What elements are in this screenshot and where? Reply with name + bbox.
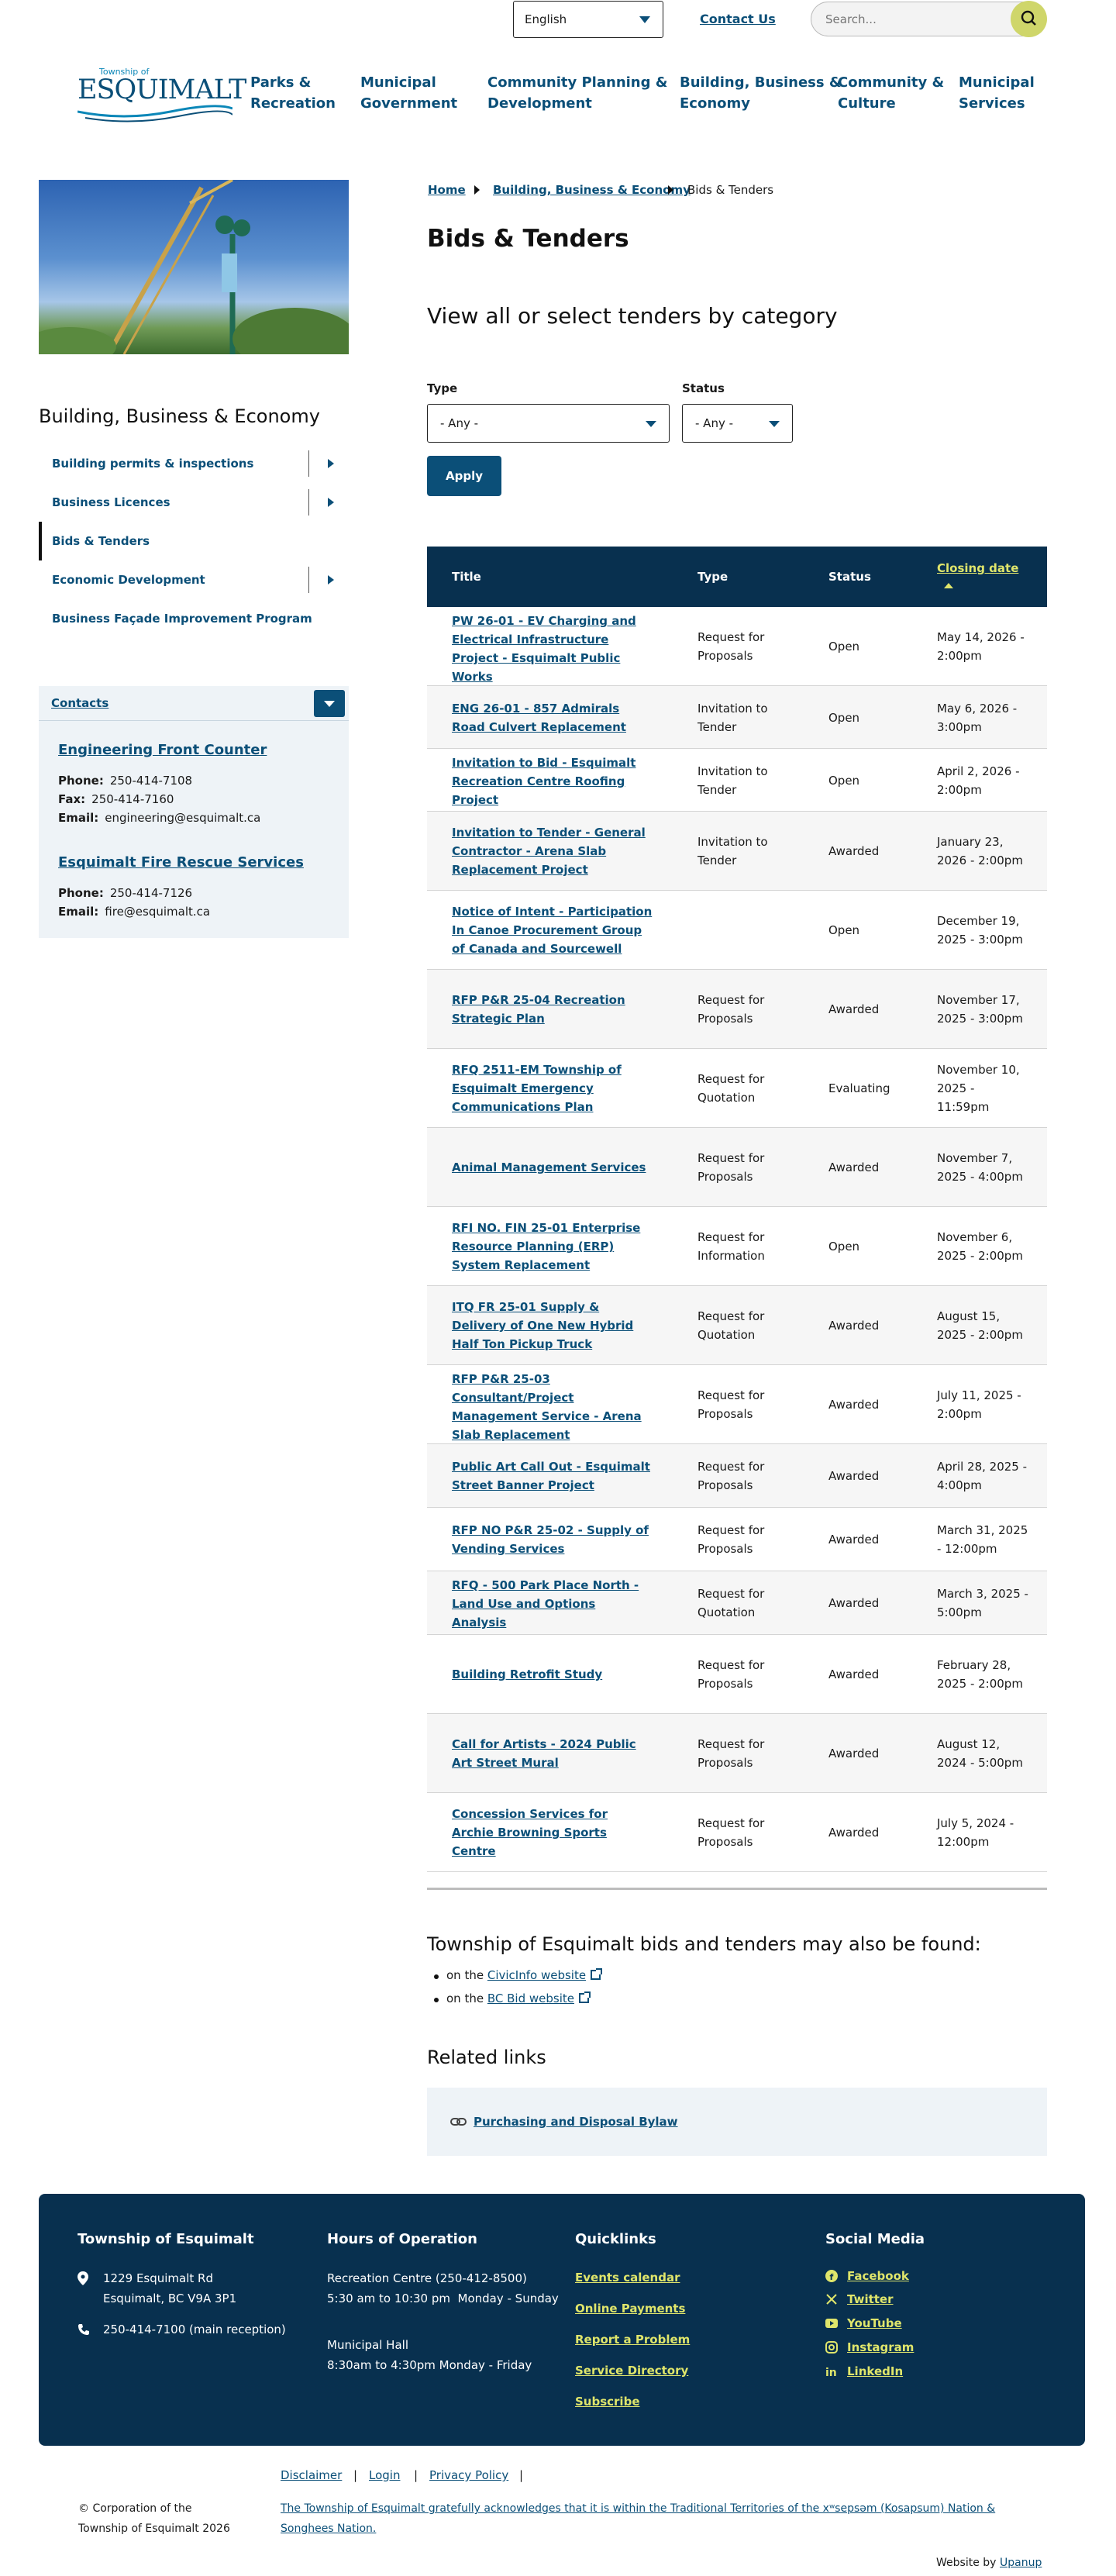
sidebar-item-label: Building permits & inspections [52,457,254,471]
contact-phone [58,886,192,900]
chevron-right-icon [474,185,480,195]
nav-parks-recreation[interactable] [250,72,336,114]
sidebar-item-facade-program[interactable] [39,599,349,638]
quicklink-report-problem[interactable]: Report a Problem [575,2333,691,2347]
tender-title-link[interactable]: RFP P&R 25-04 Recreation Strategic Plan [452,993,625,1026]
tender-type: Invitation to Tender [698,701,768,734]
svg-text:f: f [829,2272,834,2282]
breadcrumb-section[interactable]: Building, Business & Economy [493,183,691,197]
facebook-icon [825,2270,838,2282]
list-item [434,1968,601,1982]
list-item [434,1991,589,2005]
crane-image [39,180,349,354]
tender-type: Request for Proposals [698,1523,765,1556]
site-footer [39,2194,1085,2446]
page-title: Bids & Tenders [427,225,629,253]
contact-fax [58,792,174,806]
tender-status: Open [828,923,860,937]
search-icon [1011,1,1047,37]
footer-hall-hours: 8:30am to 4:30pm Monday - Friday [327,2358,532,2372]
table-row [427,1793,1047,1872]
sidebar-item-label: Economic Development [52,573,205,587]
tender-closing-date: February 28, 2025 - 2:00pm [937,1658,1023,1691]
sidebar-item-label: Business Licences [52,495,170,509]
contacts-link[interactable]: Contacts [51,696,109,710]
agency-link[interactable]: Upanup [1000,2557,1042,2569]
tender-status: Awarded [828,1533,880,1547]
table-row [427,1365,1047,1444]
tender-closing-date: April 28, 2025 - 4:00pm [937,1460,1028,1492]
chevron-right-icon[interactable] [328,459,334,468]
tender-title-link[interactable]: RFQ 2511-EM Township of Esquimalt Emergency Communications Plan [452,1063,622,1114]
search-button[interactable] [1011,1,1047,37]
nav-building-business[interactable] [680,72,842,114]
tender-closing-date: March 31, 2025 - 12:00pm [937,1523,1028,1556]
tender-title-link[interactable]: Public Art Call Out - Esquimalt Street Banner Project [452,1460,650,1492]
table-header [427,547,1047,607]
tender-status: Open [828,640,860,653]
social-facebook[interactable]: Facebook [847,2269,909,2283]
tender-title-link[interactable]: Notice of Intent - Participation In Canoe Procurement Group of Canada and Sourcewell [452,905,653,956]
tender-title-link[interactable]: Building Retrofit Study [452,1667,603,1681]
chevron-right-icon [668,185,673,195]
chevron-right-icon[interactable] [328,498,334,507]
chevron-down-icon [639,16,650,23]
utility-bar [0,0,1116,40]
tender-title-link[interactable]: RFI NO. FIN 25-01 Enterprise Resource Planning (ERP) System Replacement [452,1221,641,1272]
tender-closing-date: May 6, 2026 - 3:00pm [937,701,1018,734]
apply-button[interactable]: Apply [427,456,501,496]
purchasing-bylaw-link[interactable]: Purchasing and Disposal Bylaw [474,2115,678,2129]
table-row [427,1508,1047,1571]
tender-closing-date: July 11, 2025 - 2:00pm [937,1388,1021,1421]
tender-type: Request for Proposals [698,1737,765,1770]
bcbid-link[interactable]: BC Bid website [487,1991,574,2005]
tender-closing-date: August 12, 2024 - 5:00pm [937,1737,1023,1770]
tender-title-link[interactable]: Invitation to Tender - General Contractor - Arena Slab Replacement Project [452,826,646,877]
table-row [427,1444,1047,1508]
instagram-icon [825,2341,838,2354]
tender-type: Request for Quotation [698,1072,765,1105]
tender-type: Request for Quotation [698,1309,765,1342]
tender-type: Request for Proposals [698,1816,765,1849]
tender-closing-date: November 17, 2025 - 3:00pm [937,993,1023,1026]
tender-status: Awarded [828,1596,880,1610]
contacts-toggle-button[interactable] [314,690,345,717]
external-link-icon [579,1993,589,2003]
tender-type: Request for Proposals [698,993,765,1026]
tender-type: Invitation to Tender [698,764,768,797]
table-row [427,891,1047,970]
email-label: Email: [58,905,99,919]
youtube-icon [825,2317,838,2329]
contact-email [58,905,210,919]
footer-hall: Municipal Hall [327,2338,408,2352]
logo-small-text: Township of [99,67,150,77]
sidebar-item-label: Business Façade Improvement Program [52,612,312,626]
phone-value: 250-414-7126 [109,886,193,900]
tender-type: Request for Proposals [698,1460,765,1492]
contact-email [58,811,260,825]
contact-name[interactable]: Esquimalt Fire Rescue Services [58,854,304,871]
sidebar-item-label: Bids & Tenders [52,534,150,548]
nav-label: Services [959,95,1025,112]
contact-phone [58,774,192,788]
email-value: engineering@esquimalt.ca [105,811,261,825]
nav-label: Building, Business & [680,74,842,91]
footer-address-line: Esquimalt, BC V9A 3P1 [103,2292,237,2305]
sidebar-item-building-permits[interactable] [39,444,349,483]
nav-community-culture[interactable] [838,72,944,114]
status-filter-value: - Any - [695,416,734,430]
tender-title-link[interactable]: ENG 26-01 - 857 Admirals Road Culvert Replacement [452,701,626,734]
language-select[interactable] [513,1,663,38]
email-label: Email: [58,811,99,825]
nav-label: Government [360,95,458,112]
tender-type: Request for Proposals [698,1658,765,1691]
tender-status: Open [828,710,860,725]
related-links-heading: Related links [427,2047,546,2068]
footer-phone: 250-414-7100 (main reception) [103,2323,286,2336]
breadcrumb-current: Bids & Tenders [687,183,774,197]
phone-label: Phone: [58,774,104,788]
also-found-heading: Township of Esquimalt bids and tenders may also be found: [427,1933,981,1955]
tender-status: Awarded [828,1398,880,1412]
breadcrumb-home[interactable]: Home [428,183,466,197]
table-bottom-rule [427,1888,1047,1890]
disclaimer-link[interactable]: Disclaimer [281,2468,343,2482]
tender-title-link[interactable]: Animal Management Services [452,1160,646,1174]
tender-title-link[interactable]: RFQ - 500 Park Place North - Land Use and Options Analysis [452,1578,639,1629]
search-input[interactable] [811,2,997,36]
chevron-down-icon [646,421,656,427]
table-row [427,1714,1047,1793]
nav-label: Culture [838,95,896,112]
section-hero-image [39,180,349,354]
status-filter-label: Status [682,381,725,395]
nav-municipal-services[interactable] [959,72,1035,114]
list-prefix: on the [446,1991,484,2005]
related-links-panel [427,2088,1047,2156]
footer-heading: Social Media [825,2231,925,2247]
column-header-type: Type [698,570,728,584]
tender-closing-date: November 10, 2025 - 11:59pm [937,1063,1020,1114]
nav-label: Development [487,95,592,112]
social-instagram[interactable]: Instagram [847,2340,914,2354]
quicklink-payments[interactable]: Online Payments [575,2302,686,2316]
tender-status: Awarded [828,1747,880,1760]
nav-label: Economy [680,95,751,112]
phone-value: 250-414-7108 [109,774,193,788]
sidebar-item-bids-tenders[interactable] [39,522,349,560]
table-row [427,1286,1047,1365]
email-value: fire@esquimalt.ca [105,905,211,919]
chevron-right-icon[interactable] [328,575,334,585]
table-row [427,1571,1047,1635]
sidebar-item-business-licences[interactable] [39,483,349,522]
contact-name[interactable]: Engineering Front Counter [58,742,267,758]
divider [308,489,309,516]
fax-label: Fax: [58,792,86,806]
tender-title-link[interactable]: Concession Services for Archie Browning Sports Centre [452,1807,608,1858]
divider [308,567,309,593]
table-row [427,686,1047,749]
social-linkedin[interactable]: LinkedIn [847,2364,904,2378]
fax-value: 250-414-7160 [91,792,174,806]
land-acknowledgement-link[interactable]: Songhees Nation. [281,2523,377,2535]
external-link-icon [591,1970,601,1980]
contacts-header [39,686,349,721]
separator: | [414,2468,418,2482]
divider [308,450,309,477]
site-logo[interactable] [78,67,246,121]
social-twitter[interactable]: Twitter [847,2292,894,2306]
language-value: English [525,12,567,26]
tender-type: Request for Proposals [698,630,765,663]
status-filter-select[interactable] [682,404,793,443]
tender-title-link[interactable]: ITQ FR 25-01 Supply & Delivery of One New Hybrid Half Ton Pickup Truck [452,1300,634,1351]
copyright-line: © Corporation of the [78,2502,192,2515]
privacy-policy-link[interactable]: Privacy Policy [429,2468,509,2482]
quicklink-subscribe[interactable]: Subscribe [575,2395,640,2409]
tender-title-link[interactable]: RFP NO P&R 25-02 - Supply of Vending Services [452,1523,649,1556]
column-header-title: Title [452,570,481,584]
tender-status: Awarded [828,1469,880,1483]
tender-title-link[interactable]: RFP P&R 25-03 Consultant/Project Management Service - Arena Slab Replacement [452,1372,642,1442]
sidebar-item-economic-development[interactable] [39,560,349,599]
list-prefix: on the [446,1968,484,1982]
table-row [427,1207,1047,1286]
sidebar-title: Building, Business & Economy [39,405,320,427]
tender-type: Request for Information [698,1230,765,1263]
tender-title-link[interactable]: PW 26-01 - EV Charging and Electrical Infrastructure Project - Esquimalt Public Works [452,614,636,684]
table-row [427,1635,1047,1714]
logo-wave-icon [78,104,232,124]
footer-heading: Quicklinks [575,2231,656,2247]
tender-status: Awarded [828,1319,880,1333]
tender-closing-date: July 5, 2024 - 12:00pm [937,1816,1014,1849]
table-row [427,749,1047,812]
tender-closing-date: December 19, 2025 - 3:00pm [937,914,1023,947]
tender-closing-date: May 14, 2026 - 2:00pm [937,630,1025,663]
tender-status: Open [828,773,860,788]
type-filter-value: - Any - [440,416,479,430]
twitter-x-icon [825,2293,838,2305]
nav-label: Parks & [250,74,312,91]
website-by-label: Website by [936,2557,997,2569]
column-header-status: Status [828,570,871,584]
tender-type: Request for Quotation [698,1587,765,1619]
table-row [427,607,1047,686]
logo-wordmark: ESQUIMALT [78,74,246,105]
separator: | [519,2468,524,2482]
nav-label: Municipal [959,74,1035,91]
tender-status: Awarded [828,1667,880,1681]
quicklink-events[interactable]: Events calendar [575,2271,680,2285]
table-row [427,1128,1047,1207]
tender-status: Evaluating [828,1081,890,1095]
nav-label: Community Planning & [487,74,668,91]
table-row [427,970,1047,1049]
nav-label: Recreation [250,95,336,112]
phone-label: Phone: [58,886,104,900]
footer-rec-hours: 5:30 am to 10:30 pm Monday - Sunday [327,2292,559,2305]
filter-heading: View all or select tenders by category [427,303,838,329]
linkedin-icon [825,2365,838,2378]
tender-status: Awarded [828,1002,880,1016]
separator: | [353,2468,358,2482]
tender-title-link[interactable]: Invitation to Bid - Esquimalt Recreation Centre Roofing Project [452,756,636,807]
tender-status: Awarded [828,1826,880,1840]
link-icon [450,2116,467,2127]
chevron-down-icon [769,421,780,427]
contact-us-link[interactable]: Contact Us [700,12,776,26]
tender-closing-date: November 6, 2025 - 2:00pm [937,1230,1023,1263]
footer-address-line: 1229 Esquimalt Rd [103,2271,213,2285]
tender-status: Awarded [828,844,880,858]
type-filter-select[interactable] [427,404,670,443]
tender-closing-date: August 15, 2025 - 2:00pm [937,1309,1023,1342]
quicklink-service-directory[interactable]: Service Directory [575,2364,689,2378]
sort-ascending-icon [944,583,953,588]
land-acknowledgement-link[interactable]: The Township of Esquimalt gratefully acknowledges that it is within the Traditional Territories of the xʷsepsəm (Kosapsum) Nation & [281,2502,996,2515]
type-filter-label: Type [427,381,458,395]
tender-status: Awarded [828,1160,880,1174]
footer-heading: Township of Esquimalt [78,2231,254,2247]
copyright-line: Township of Esquimalt 2026 [78,2523,230,2535]
tender-type: Request for Proposals [698,1388,765,1421]
table-row [427,1049,1047,1128]
nav-label: Municipal [360,74,436,91]
footer-heading: Hours of Operation [327,2231,477,2247]
social-youtube[interactable]: YouTube [847,2316,902,2330]
tender-closing-date: April 2, 2026 - 2:00pm [937,764,1020,797]
nav-municipal-government[interactable] [360,72,457,114]
tender-type: Invitation to Tender [698,835,768,867]
nav-community-planning[interactable] [487,72,667,114]
civicinfo-link[interactable]: CivicInfo website [487,1968,587,1982]
search-box [811,2,1046,36]
svg-text:in: in [825,2367,837,2378]
tender-closing-date: January 23, 2026 - 2:00pm [937,835,1023,867]
tender-status: Open [828,1240,860,1254]
nav-label: Community & [838,74,945,91]
tender-type: Request for Proposals [698,1151,765,1184]
phone-icon [78,2323,90,2336]
tender-closing-date: November 7, 2025 - 4:00pm [937,1151,1023,1184]
table-row [427,812,1047,891]
contacts-panel [39,686,349,938]
tender-title-link[interactable]: Call for Artists - 2024 Public Art Street Mural [452,1737,636,1770]
location-pin-icon [78,2271,88,2285]
column-header-closing-date[interactable]: Closing date [937,561,1019,575]
footer-rec-centre: Recreation Centre (250-412-8500) [327,2271,527,2285]
tender-closing-date: March 3, 2025 - 5:00pm [937,1587,1028,1619]
login-link[interactable]: Login [369,2468,401,2482]
